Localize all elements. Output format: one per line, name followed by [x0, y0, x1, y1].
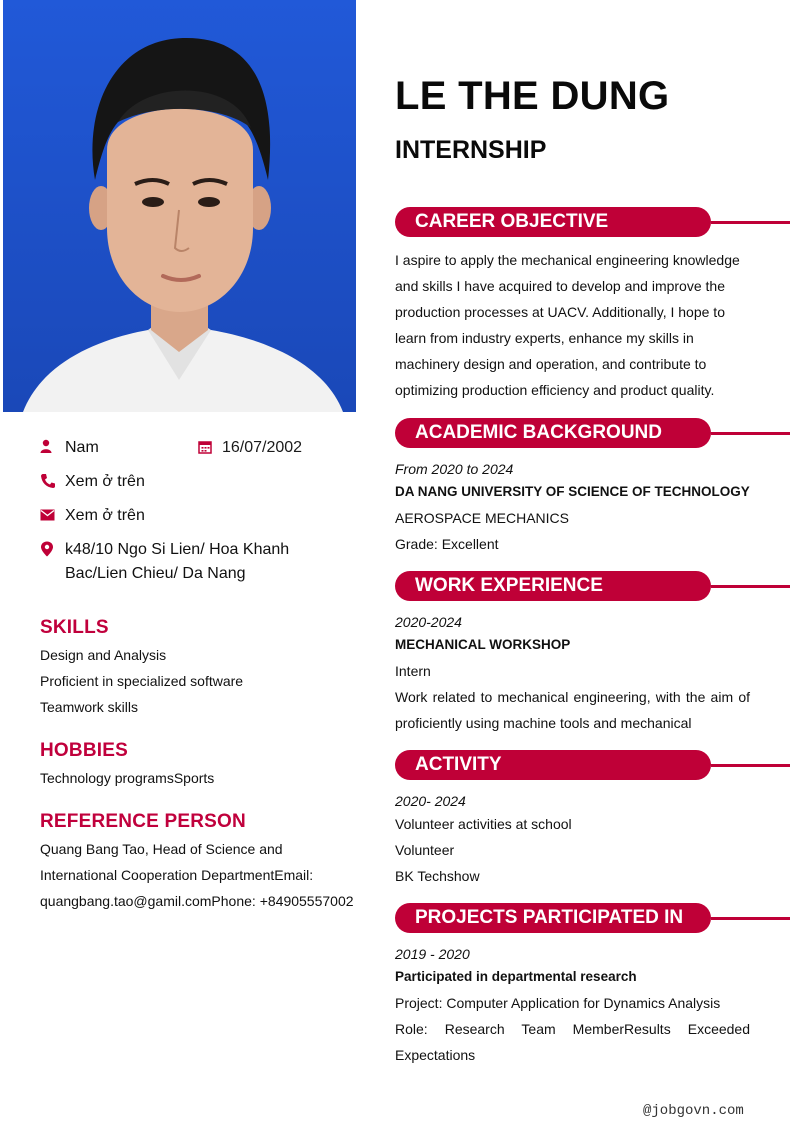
- academic-header: [395, 418, 790, 448]
- address-line-2: Bac/Lien Chieu/ Da Nang: [65, 565, 246, 582]
- work-header: [395, 571, 790, 601]
- work-position: Intern: [395, 663, 431, 679]
- mail-icon: [40, 509, 56, 521]
- projects-role-line: Expectations: [395, 1047, 476, 1063]
- activity-body: [395, 789, 750, 889]
- calendar-icon: [198, 440, 212, 454]
- phone-value: Xem ở trên: [65, 473, 145, 490]
- dob-value: 16/07/2002: [222, 439, 303, 456]
- candidate-name: LE THE DUNG: [395, 74, 670, 118]
- activity-org: BK Techshow: [395, 868, 480, 884]
- career-line: machinery design and operation, and contribute to: [395, 356, 707, 372]
- work-date: 2020-2024: [395, 614, 462, 630]
- activity-role: Volunteer: [395, 842, 455, 858]
- projects-body: [395, 942, 750, 1068]
- work-desc-line: Work related to mechanical engineering, with the aim of: [395, 689, 750, 705]
- academic-title: ACADEMIC BACKGROUND: [415, 422, 662, 443]
- location-pin-icon: [40, 541, 54, 557]
- career-title: CAREER OBJECTIVE: [415, 211, 609, 232]
- career-line: I aspire to apply the mechanical engineering knowledge: [395, 252, 740, 268]
- work-desc-line: proficiently using machine tools and mechanical: [395, 715, 692, 731]
- academic-major: AEROSPACE MECHANICS: [395, 510, 569, 526]
- projects-date: 2019 - 2020: [395, 946, 470, 962]
- projects-title: PROJECTS PARTICIPATED IN: [415, 907, 684, 928]
- skills-title: SKILLS: [40, 617, 109, 638]
- reference-line: quangbang.tao@gamil.comPhone: +84905557002: [40, 893, 354, 909]
- career-header: [395, 207, 790, 237]
- gender-value: Nam: [65, 439, 99, 456]
- reference-line: Quang Bang Tao, Head of Science and: [40, 841, 283, 857]
- activity-title: ACTIVITY: [415, 754, 502, 775]
- address-value: [65, 538, 325, 586]
- work-title: WORK EXPERIENCE: [415, 575, 603, 596]
- academic-date: From 2020 to 2024: [395, 461, 514, 477]
- skill-item: Proficient in specialized software: [40, 673, 244, 689]
- email-value: Xem ở trên: [65, 507, 145, 524]
- hobbies-title: HOBBIES: [40, 740, 128, 761]
- career-body: [395, 247, 750, 403]
- activity-name: Volunteer activities at school: [395, 816, 572, 832]
- person-icon: [40, 439, 56, 455]
- skill-item: Design and Analysis: [40, 647, 167, 663]
- profile-photo: [3, 0, 356, 412]
- projects-name: Participated in departmental research: [395, 969, 637, 984]
- career-line: optimizing production efficiency and product quality.: [395, 382, 715, 398]
- reference-title: REFERENCE PERSON: [40, 811, 246, 832]
- work-body: [395, 610, 750, 736]
- skill-item: Teamwork skills: [40, 699, 139, 715]
- skills-list: [40, 642, 360, 720]
- hobbies-text: Technology programsSports: [40, 770, 215, 786]
- projects-header: [395, 903, 790, 933]
- candidate-role: INTERNSHIP: [395, 136, 547, 164]
- career-line: and skills I have acquired to develop and improve the: [395, 278, 725, 294]
- career-line: learn from industry experts, enhance my skills in: [395, 330, 694, 346]
- career-line: production processes at UACV. Additionally, I hope to: [395, 304, 725, 320]
- address-line-1: k48/10 Ngo Si Lien/ Hoa Khanh: [65, 541, 290, 558]
- work-company: MECHANICAL WORKSHOP: [395, 637, 571, 652]
- activity-header: [395, 750, 790, 780]
- reference-text: [40, 836, 358, 914]
- phone-icon: [40, 473, 56, 489]
- projects-role-line: Role: Research Team MemberResults Exceeded: [395, 1021, 750, 1037]
- academic-grade: Grade: Excellent: [395, 536, 499, 552]
- academic-school: DA NANG UNIVERSITY OF SCIENCE OF TECHNOLOGY: [395, 484, 750, 499]
- projects-project: Project: Computer Application for Dynamics Analysis: [395, 995, 721, 1011]
- reference-line: International Cooperation DepartmentEmail:: [40, 867, 314, 883]
- activity-date: 2020- 2024: [395, 793, 466, 809]
- watermark: @jobgovn.com: [643, 1103, 744, 1119]
- academic-body: [395, 457, 750, 557]
